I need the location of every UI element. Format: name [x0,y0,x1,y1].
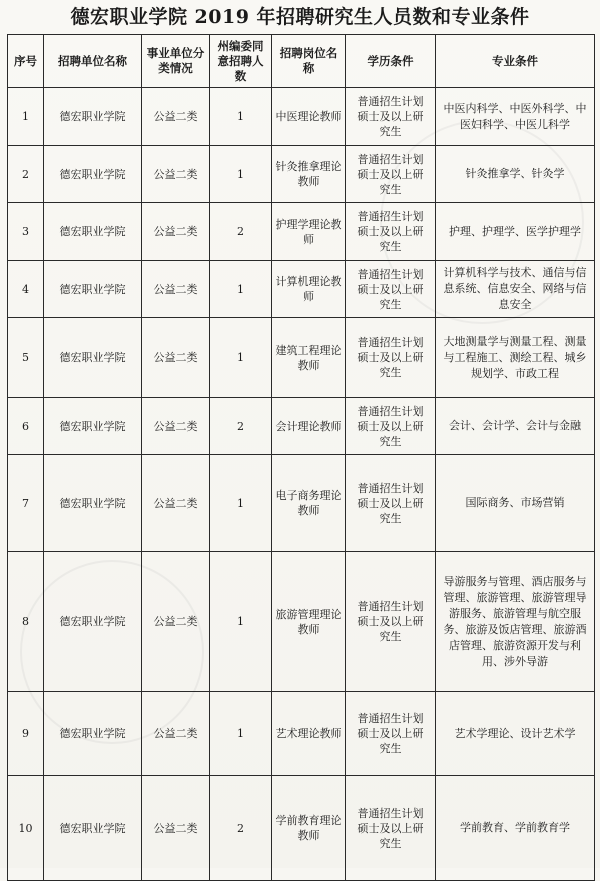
cell-category: 公益二类 [142,776,210,881]
cell-education: 普通招生计划硕士及以上研究生 [346,776,436,881]
cell-unit: 德宏职业学院 [44,203,142,261]
table-row [8,146,595,203]
cell-education: 普通招生计划硕士及以上研究生 [346,146,436,203]
header-seq: 序号 [8,35,44,88]
cell-seq: 1 [8,88,44,146]
cell-position: 会计理论教师 [272,398,346,455]
cell-major: 艺术学理论、设计艺术学 [436,692,595,776]
cell-quota: 1 [210,261,272,318]
cell-seq: 7 [8,455,44,552]
cell-category: 公益二类 [142,88,210,146]
cell-unit: 德宏职业学院 [44,318,142,398]
cell-unit: 德宏职业学院 [44,88,142,146]
cell-category: 公益二类 [142,146,210,203]
cell-category: 公益二类 [142,203,210,261]
cell-major: 学前教育、学前教育学 [436,776,595,881]
table-row [8,88,595,146]
cell-unit: 德宏职业学院 [44,552,142,692]
header-quota: 州编委同意招聘人数 [210,35,272,88]
cell-position: 护理学理论教师 [272,203,346,261]
header-position: 招聘岗位名称 [272,35,346,88]
cell-education: 普通招生计划硕士及以上研究生 [346,552,436,692]
table-row [8,261,595,318]
cell-seq: 4 [8,261,44,318]
cell-major: 大地测量学与测量工程、测量与工程施工、测绘工程、城乡规划学、市政工程 [436,318,595,398]
header-major: 专业条件 [436,35,595,88]
cell-category: 公益二类 [142,455,210,552]
cell-seq: 8 [8,552,44,692]
cell-unit: 德宏职业学院 [44,261,142,318]
cell-education: 普通招生计划硕士及以上研究生 [346,455,436,552]
cell-quota: 1 [210,146,272,203]
cell-unit: 德宏职业学院 [44,146,142,203]
cell-position: 学前教育理论教师 [272,776,346,881]
cell-quota: 1 [210,692,272,776]
cell-education: 普通招生计划硕士及以上研究生 [346,398,436,455]
cell-seq: 6 [8,398,44,455]
cell-major: 中医内科学、中医外科学、中医妇科学、中医儿科学 [436,88,595,146]
cell-unit: 德宏职业学院 [44,398,142,455]
cell-major: 计算机科学与技术、通信与信息系统、信息安全、网络与信息安全 [436,261,595,318]
cell-position: 旅游管理理论教师 [272,552,346,692]
table-row [8,776,595,881]
document-title: 德宏职业学院 2019 年招聘研究生人员数和专业条件 [70,6,530,28]
table-header-row [8,35,595,88]
cell-major: 针灸推拿学、针灸学 [436,146,595,203]
cell-unit: 德宏职业学院 [44,455,142,552]
cell-major: 护理、护理学、医学护理学 [436,203,595,261]
cell-major: 国际商务、市场营销 [436,455,595,552]
cell-quota: 2 [210,398,272,455]
cell-quota: 1 [210,552,272,692]
cell-position: 中医理论教师 [272,88,346,146]
cell-seq: 3 [8,203,44,261]
cell-seq: 5 [8,318,44,398]
cell-category: 公益二类 [142,552,210,692]
table-row [8,552,595,692]
table-row [8,318,595,398]
cell-unit: 德宏职业学院 [44,692,142,776]
cell-education: 普通招生计划硕士及以上研究生 [346,692,436,776]
table-row [8,455,595,552]
cell-category: 公益二类 [142,261,210,318]
cell-quota: 1 [210,455,272,552]
table-row [8,692,595,776]
recruitment-table [7,34,595,881]
cell-seq: 9 [8,692,44,776]
cell-quota: 2 [210,203,272,261]
cell-seq: 2 [8,146,44,203]
cell-education: 普通招生计划硕士及以上研究生 [346,203,436,261]
cell-seq: 10 [8,776,44,881]
cell-quota: 2 [210,776,272,881]
cell-major: 导游服务与管理、酒店服务与管理、旅游管理、旅游管理导游服务、旅游管理与航空服务、旅游及饭店管理、旅游酒店管理、旅游资源开发与利用、涉外导游 [436,552,595,692]
cell-position: 电子商务理论教师 [272,455,346,552]
table-row [8,203,595,261]
cell-position: 计算机理论教师 [272,261,346,318]
cell-position: 艺术理论教师 [272,692,346,776]
cell-position: 针灸推拿理论教师 [272,146,346,203]
cell-major: 会计、会计学、会计与金融 [436,398,595,455]
header-category: 事业单位分类情况 [142,35,210,88]
cell-category: 公益二类 [142,318,210,398]
cell-quota: 1 [210,318,272,398]
header-unit: 招聘单位名称 [44,35,142,88]
cell-education: 普通招生计划硕士及以上研究生 [346,261,436,318]
cell-unit: 德宏职业学院 [44,776,142,881]
header-education: 学历条件 [346,35,436,88]
cell-education: 普通招生计划硕士及以上研究生 [346,88,436,146]
cell-category: 公益二类 [142,398,210,455]
cell-category: 公益二类 [142,692,210,776]
cell-position: 建筑工程理论教师 [272,318,346,398]
cell-education: 普通招生计划硕士及以上研究生 [346,318,436,398]
cell-quota: 1 [210,88,272,146]
table-row [8,398,595,455]
